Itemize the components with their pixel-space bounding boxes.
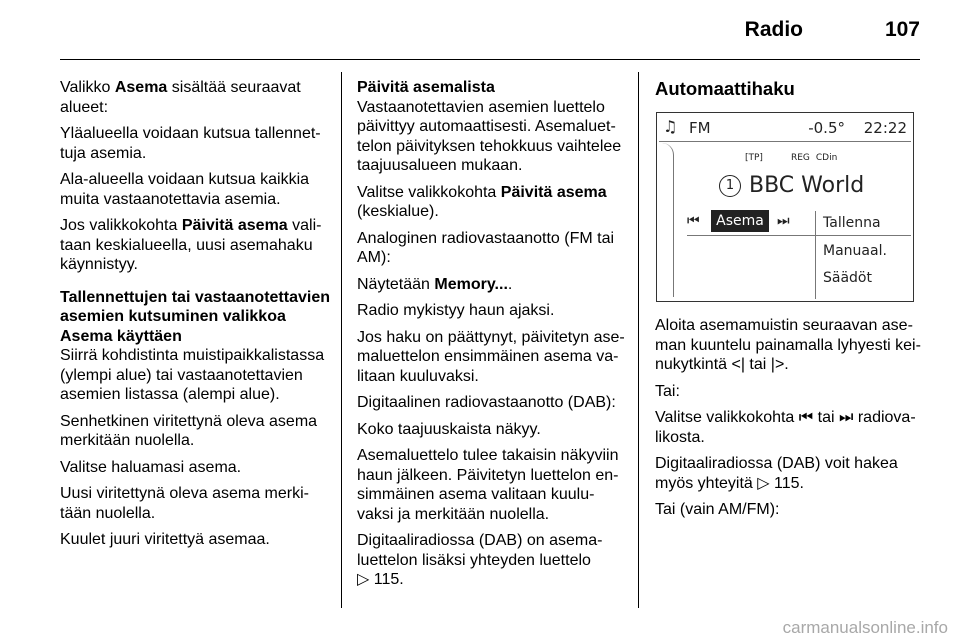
text: Analoginen radiovastaanotto (FM tai (357, 229, 615, 247)
station-name (719, 175, 864, 197)
column-3 (655, 78, 925, 527)
text: Valikko (60, 79, 115, 96)
page-title: Radio (744, 18, 803, 41)
bold-term: Päivitä asema (500, 183, 607, 201)
text: (keskialue). (357, 203, 439, 220)
text: asemien listassa (alempi alue). (60, 386, 280, 403)
text: Aloita asemamuistin seuraavan ase- (655, 317, 913, 334)
offset-readout: -0.5° (808, 119, 845, 137)
paragraph-move-cursor (60, 346, 335, 405)
paragraph-upper-area (60, 124, 335, 163)
text: merkitään nuolella. (60, 432, 195, 449)
seek-forward-icon: |> (770, 356, 785, 373)
text: telon päivityksen tehokkuus vaihtelee (357, 137, 622, 155)
text: luettelon lisäksi yhteyden luettelo (357, 551, 591, 569)
text: Näytetään (357, 275, 435, 293)
text: Senhetkinen viritettynä oleva asema (60, 412, 318, 430)
page-reference: 115. (373, 571, 404, 588)
text: . (507, 275, 513, 293)
page-reference: 115. (769, 474, 804, 492)
section-heading-recall (60, 288, 335, 347)
paragraph-start-next (655, 316, 925, 375)
text: sisältää seuraavat (167, 79, 301, 96)
text: tään nuolella. (60, 504, 156, 522)
column-1 (60, 78, 335, 557)
preset-number: 1 (719, 175, 741, 197)
text: taan keskialueella, uusi asemahaku (60, 236, 313, 254)
paragraph-full-band: Koko taajuuskaista näkyy. (357, 420, 541, 438)
paragraph-new-station (60, 484, 335, 523)
text: Uusi viritettynä oleva asema merki- (60, 485, 309, 502)
text: radiova- (853, 409, 916, 426)
tp-flag: [TP] (745, 153, 763, 163)
bold-term: Memory... (434, 275, 508, 293)
heading-line: Asema käyttäen (60, 327, 182, 345)
skip-next-icon[interactable]: ⏭ (777, 213, 790, 229)
text: alueet: (60, 98, 109, 116)
text: taajuusalueen mukaan. (357, 157, 523, 174)
text: . (784, 356, 789, 373)
radio-display-screenshot (656, 112, 914, 302)
page-header (60, 18, 920, 60)
text: simmäinen asema valitaan kuulu- (357, 486, 595, 503)
heading-line: Päivitä asemalista (357, 79, 495, 96)
text: litaan kuuluvaksi. (357, 367, 479, 385)
skip-previous-icon: ⏮ (798, 409, 814, 426)
paragraph-mute: Radio mykistyy haun ajaksi. (357, 302, 555, 319)
text: muita vastaanotettavia asemia. (60, 190, 281, 208)
menu-item-tallenna[interactable]: Tallenna (823, 215, 881, 231)
heading-line: Tallennettujen tai vastaanotettavien (60, 288, 330, 306)
text: Jos valikkokohta (60, 217, 182, 234)
text: päivittyy automaattisesti. Asemaluet- (357, 118, 616, 135)
paragraph-lower-area (60, 170, 335, 209)
cdin-flag: CDin (815, 153, 838, 163)
text: likosta. (655, 428, 705, 446)
paragraph-search-done (357, 328, 635, 387)
menu-item-manuaal[interactable]: Manuaal. (823, 243, 887, 259)
text: vali- (287, 217, 322, 234)
text: nukytkintä (655, 356, 732, 373)
paragraph-select-menu (655, 408, 925, 447)
section-heading-update-list (357, 78, 635, 98)
header-divider (60, 59, 920, 60)
paragraph-dab-list (357, 531, 635, 590)
text: Digitaaliradiossa (DAB) voit hakea (655, 455, 898, 472)
skip-next-icon: ⏭ (838, 409, 854, 426)
text: Jos haku on päättynyt, päivitetyn ase- (357, 328, 625, 346)
section-heading-autoseek: Automaattihaku (655, 78, 795, 99)
text: Ala-alueella voidaan kutsua kaikkia (60, 171, 310, 188)
text: Digitaaliradiossa (DAB) on asema- (357, 532, 603, 549)
text: haun jälkeen. Päivitetyn luettelon en- (357, 466, 619, 484)
page-reference-icon: ▷ (757, 474, 770, 492)
seek-back-icon: <| (731, 356, 745, 373)
text: Vastaanotettavien asemien luettelo (357, 98, 605, 116)
display-divider (659, 141, 911, 142)
paragraph-analog (357, 229, 635, 268)
menu-item-saadot[interactable]: Säädöt (823, 270, 872, 286)
text: vaksi ja merkitään nuolella. (357, 505, 550, 523)
text: man kuuntelu painamalla lyhyesti kei- (655, 336, 921, 354)
text: myös yhteyitä (655, 474, 758, 492)
asema-button[interactable]: Asema (711, 210, 769, 232)
paragraph-select-update (357, 183, 635, 222)
column-divider-2 (638, 72, 639, 608)
display-divider (687, 235, 911, 236)
bold-term: Päivitä asema (181, 217, 288, 234)
paragraph-or: Tai: (655, 382, 680, 400)
paragraph-listen: Kuulet juuri viritettyä asemaa. (60, 531, 270, 548)
text: tai (813, 409, 839, 426)
paragraph-asema-menu (60, 78, 335, 117)
paragraph-digital: Digitaalinen radiovastaanotto (DAB): (357, 394, 616, 411)
paragraph-auto-update (357, 98, 635, 176)
text: käynnistyy. (60, 256, 138, 273)
paragraph-memory (357, 275, 635, 295)
text: maluettelon ensimmäinen asema va- (357, 348, 619, 365)
paragraph-current-station (60, 412, 335, 451)
column-2 (357, 78, 635, 597)
text: AM): (357, 249, 391, 266)
heading-line: asemien kutsuminen valikkoa (60, 308, 286, 325)
skip-previous-icon[interactable]: ⏮ (687, 213, 700, 229)
page-reference-icon: ▷ (357, 571, 370, 588)
text: Asemaluettelo tulee takaisin näkyviin (357, 447, 619, 464)
display-divider (815, 211, 816, 299)
music-note-icon: ♫ (663, 117, 678, 136)
text: Siirrä kohdistinta muistipaikkalistassa (60, 347, 325, 364)
clock: 22:22 (863, 119, 907, 137)
text: tai (744, 356, 771, 373)
display-left-bracket (659, 143, 674, 297)
paragraph-am-fm: Tai (vain AM/FM): (655, 501, 780, 518)
page-number: 107 (884, 18, 920, 41)
bold-term: Asema (114, 79, 168, 96)
column-divider-1 (341, 72, 342, 608)
text: Yläalueella voidaan kutsua tallennet- (60, 125, 321, 142)
watermark: carmanualsonline.info (782, 618, 948, 637)
display-status-bar (663, 117, 907, 141)
paragraph-dab-search (655, 454, 925, 493)
station-label: BBC World (749, 173, 865, 198)
text: tuja asemia. (60, 144, 147, 162)
display-flags (745, 149, 865, 169)
reg-flag: REG (790, 153, 810, 163)
text: Valitse valikkokohta (655, 409, 799, 426)
paragraph-list-returns (357, 446, 635, 524)
text: Valitse valikkokohta (357, 183, 501, 201)
paragraph-update-station (60, 216, 335, 275)
text: (ylempi alue) tai vastaanotettavien (60, 366, 303, 384)
band-label: FM (689, 119, 711, 137)
paragraph-select-station: Valitse haluamasi asema. (60, 458, 242, 476)
